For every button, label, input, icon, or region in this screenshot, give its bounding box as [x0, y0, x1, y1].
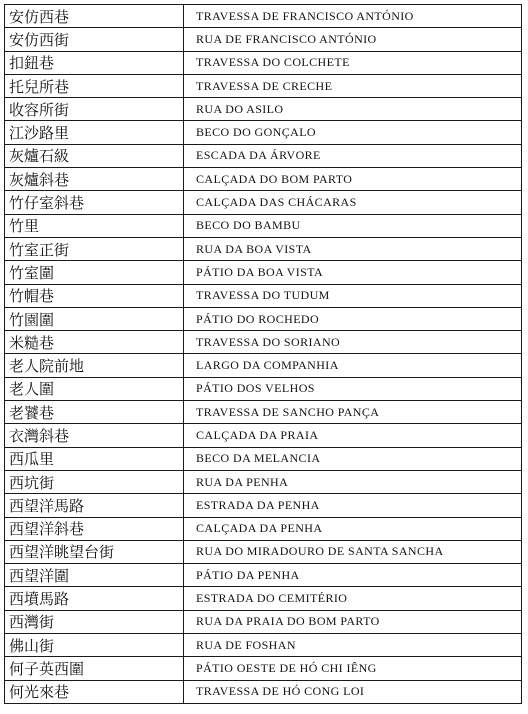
portuguese-name-cell: BECO DA MELANCIA [184, 447, 522, 470]
chinese-name-cell: 托兒所巷 [5, 74, 184, 97]
chinese-name-cell: 西墳馬路 [5, 587, 184, 610]
chinese-name-cell: 老人圍 [5, 377, 184, 400]
portuguese-name-cell: CALÇADA DAS CHÁCARAS [184, 191, 522, 214]
portuguese-name-cell: BECO DO BAMBU [184, 214, 522, 237]
chinese-name-cell: 竹里 [5, 214, 184, 237]
table-row [5, 610, 522, 633]
chinese-name-cell: 老饕巷 [5, 401, 184, 424]
portuguese-name-cell: RUA DE FRANCISCO ANTÓNIO [184, 28, 522, 51]
chinese-name-cell: 西瓜里 [5, 447, 184, 470]
table-row [5, 284, 522, 307]
table-row [5, 98, 522, 121]
table-row [5, 214, 522, 237]
table-row [5, 261, 522, 284]
table-row [5, 517, 522, 540]
portuguese-name-cell: TRAVESSA DO COLCHETE [184, 51, 522, 74]
portuguese-name-cell: TRAVESSA DO SORIANO [184, 331, 522, 354]
portuguese-name-cell: TRAVESSA DE HÓ CONG LOI [184, 680, 522, 703]
portuguese-name-cell: RUA DE FOSHAN [184, 634, 522, 657]
table-row [5, 5, 522, 28]
portuguese-name-cell: ESCADA DA ÁRVORE [184, 144, 522, 167]
chinese-name-cell: 安仿西街 [5, 28, 184, 51]
table-row [5, 74, 522, 97]
table-row [5, 331, 522, 354]
chinese-name-cell: 米糙巷 [5, 331, 184, 354]
street-name-sheet [4, 4, 522, 710]
table-row [5, 51, 522, 74]
portuguese-name-cell: ESTRADA DA PENHA [184, 494, 522, 517]
portuguese-name-cell: BECO DO GONÇALO [184, 121, 522, 144]
table-row [5, 634, 522, 657]
portuguese-name-cell: TRAVESSA DO TUDUM [184, 284, 522, 307]
portuguese-name-cell: ESTRADA DO CEMITÉRIO [184, 587, 522, 610]
portuguese-name-cell: TRAVESSA DE FRANCISCO ANTÓNIO [184, 5, 522, 28]
chinese-name-cell: 收容所街 [5, 98, 184, 121]
table-row [5, 144, 522, 167]
chinese-name-cell: 西望洋圍 [5, 564, 184, 587]
table-row [5, 657, 522, 680]
portuguese-name-cell: PÁTIO DO ROCHEDO [184, 307, 522, 330]
chinese-name-cell: 何光來巷 [5, 680, 184, 703]
portuguese-name-cell: RUA DA BOA VISTA [184, 237, 522, 260]
portuguese-name-cell: PÁTIO DA PENHA [184, 564, 522, 587]
chinese-name-cell: 西望洋斜巷 [5, 517, 184, 540]
chinese-name-cell: 西望洋眺望台街 [5, 540, 184, 563]
portuguese-name-cell: RUA DA PRAIA DO BOM PARTO [184, 610, 522, 633]
table-row [5, 377, 522, 400]
chinese-name-cell: 竹仔室斜巷 [5, 191, 184, 214]
chinese-name-cell: 江沙路里 [5, 121, 184, 144]
table-row [5, 680, 522, 703]
portuguese-name-cell: CALÇADA DO BOM PARTO [184, 168, 522, 191]
chinese-name-cell: 何子英西圍 [5, 657, 184, 680]
table-row [5, 470, 522, 493]
table-row [5, 168, 522, 191]
table-row [5, 540, 522, 563]
portuguese-name-cell: LARGO DA COMPANHIA [184, 354, 522, 377]
chinese-name-cell: 扣鈕巷 [5, 51, 184, 74]
street-name-table [4, 4, 522, 704]
table-row [5, 237, 522, 260]
table-body [5, 5, 522, 704]
portuguese-name-cell: PÁTIO DA BOA VISTA [184, 261, 522, 284]
table-row [5, 424, 522, 447]
table-row [5, 401, 522, 424]
table-row [5, 354, 522, 377]
portuguese-name-cell: RUA DO ASILO [184, 98, 522, 121]
chinese-name-cell: 竹園圍 [5, 307, 184, 330]
chinese-name-cell: 灰爐石級 [5, 144, 184, 167]
table-row [5, 447, 522, 470]
chinese-name-cell: 竹室正街 [5, 237, 184, 260]
portuguese-name-cell: TRAVESSA DE SANCHO PANÇA [184, 401, 522, 424]
chinese-name-cell: 安仿西巷 [5, 5, 184, 28]
chinese-name-cell: 老人院前地 [5, 354, 184, 377]
chinese-name-cell: 灰爐斜巷 [5, 168, 184, 191]
portuguese-name-cell: PÁTIO OESTE DE HÓ CHI IÊNG [184, 657, 522, 680]
chinese-name-cell: 西坑街 [5, 470, 184, 493]
table-row [5, 564, 522, 587]
chinese-name-cell: 竹室圍 [5, 261, 184, 284]
portuguese-name-cell: PÁTIO DOS VELHOS [184, 377, 522, 400]
table-row [5, 28, 522, 51]
chinese-name-cell: 衣灣斜巷 [5, 424, 184, 447]
table-row [5, 307, 522, 330]
portuguese-name-cell: CALÇADA DA PENHA [184, 517, 522, 540]
portuguese-name-cell: CALÇADA DA PRAIA [184, 424, 522, 447]
chinese-name-cell: 西灣街 [5, 610, 184, 633]
portuguese-name-cell: RUA DA PENHA [184, 470, 522, 493]
table-row [5, 587, 522, 610]
chinese-name-cell: 佛山街 [5, 634, 184, 657]
table-row [5, 191, 522, 214]
portuguese-name-cell: TRAVESSA DE CRECHE [184, 74, 522, 97]
table-row [5, 494, 522, 517]
chinese-name-cell: 西望洋馬路 [5, 494, 184, 517]
portuguese-name-cell: RUA DO MIRADOURO DE SANTA SANCHA [184, 540, 522, 563]
table-row [5, 121, 522, 144]
chinese-name-cell: 竹帽巷 [5, 284, 184, 307]
